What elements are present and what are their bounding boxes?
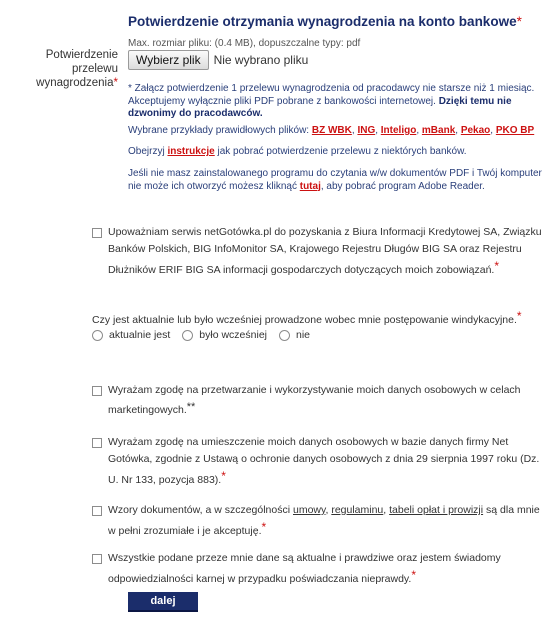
- consent-marketing-checkbox[interactable]: [92, 386, 102, 396]
- fees-table-link[interactable]: tabeli opłat i prowizji: [389, 504, 484, 516]
- field-label-line1: Potwierdzenie przelewu: [45, 49, 118, 75]
- choose-file-button[interactable]: Wybierz plik: [128, 50, 209, 70]
- file-input[interactable]: [128, 50, 308, 70]
- bank-link-bzwbk[interactable]: BZ WBK: [311, 125, 352, 136]
- info-paragraph-2: Wybrane przykłady prawidłowych plików: BZ WBK, ING, Inteligo, mBank, Pekao, PKO BP: [128, 125, 535, 136]
- collection-question-text: Czy jest aktualnie lub było wcześniej prowadzone wobec mnie postępowanie windykacyjne.: [92, 314, 517, 326]
- consent-bik-checkbox[interactable]: [92, 228, 102, 238]
- footnote-marker: **: [186, 401, 196, 413]
- consent-documents-row: [92, 504, 547, 540]
- radio-previously[interactable]: [182, 330, 193, 341]
- consent-truth-checkbox[interactable]: [92, 554, 102, 564]
- consent-database-checkbox[interactable]: [92, 438, 102, 448]
- consent-marketing-row: [92, 384, 547, 419]
- field-label-line2: wynagrodzenia: [36, 77, 114, 89]
- required-marker: *: [221, 469, 226, 483]
- consent-documents-label: [108, 502, 547, 540]
- info-text-1b: Dzięki temu nie dzwonimy do pracodawców.: [128, 95, 512, 119]
- file-status: Nie wybrano pliku: [213, 53, 309, 67]
- consent-bik-row: [92, 226, 547, 279]
- terms-link[interactable]: regulaminu: [331, 504, 384, 516]
- required-marker: *: [261, 520, 267, 534]
- required-marker: *: [516, 14, 522, 29]
- adobe-link[interactable]: tutaj: [299, 180, 321, 192]
- bank-link-inteligo[interactable]: Inteligo: [380, 125, 417, 136]
- section-title: [128, 14, 522, 29]
- collection-radio-group: [92, 329, 322, 341]
- section-title-text: Potwierdzenie otrzymania wynagrodzenia na konto bankowe: [128, 14, 517, 29]
- collection-question: [92, 309, 522, 326]
- info-paragraph-3: [128, 146, 548, 159]
- consent-documents-post: są dla mnie w pełni zrozumiałe i je akceptuję.: [108, 504, 540, 537]
- required-marker: *: [494, 259, 499, 273]
- required-marker: *: [411, 568, 416, 582]
- examples-label: Wybrane przykłady prawidłowych plików:: [128, 125, 310, 136]
- consent-marketing-label: [108, 382, 547, 419]
- required-marker: *: [516, 309, 522, 323]
- bank-link-pkobp[interactable]: PKO BP: [495, 125, 535, 136]
- sep: ,: [383, 504, 387, 516]
- instructions-link[interactable]: instrukcje: [167, 146, 215, 157]
- adobe-post: , aby pobrać program Adobe Reader.: [320, 180, 485, 192]
- adobe-pre: Jeśli nie masz zainstalowanego programu do czytania w/w dokumentów PDF i Twój komputer nie może ich otworzyć możesz kliknąć: [128, 168, 542, 192]
- bank-link-pekao[interactable]: Pekao: [460, 125, 491, 136]
- field-label: [0, 48, 118, 90]
- instructions-post: jak pobrać potwierdzenie przelewu z niektórych banków.: [217, 146, 467, 157]
- consent-database-text: Wyrażam zgodę na umieszczenie moich danych osobowych w bazie danych firmy Net Gotówka, zgodnie z Ustawą o ochronie danych osobowych z dnia 29 sierpnia 1997 roku (Dz. U. Nr 133, pozycja 883).: [108, 436, 540, 486]
- consent-database-row: [92, 436, 547, 489]
- consent-bik-text: Upoważniam serwis netGotówka.pl do pozyskania z Biura Informacji Kredytowej SA, Związku Banków Polskich, BIG InfoMonitor SA, Krajowego Rejestru Długów BIG SA oraz Rejestru Dłużników ERIF BIG SA informacji gospodarczych dotyczących moich zobowiązań.: [108, 226, 542, 276]
- consent-truth-label: [108, 550, 547, 588]
- sep: ,: [325, 504, 329, 516]
- next-button[interactable]: dalej: [128, 592, 198, 612]
- radio-no-label: nie: [296, 329, 311, 341]
- file-hint: Max. rozmiar pliku: (0.4 MB), dopuszczalne typy: pdf: [128, 38, 361, 49]
- consent-truth-text: Wszystkie podane przeze mnie dane są aktualne i prawdziwe oraz jestem świadomy odpowiedzialności karnej w przypadku poświadczania nieprawdy.: [108, 552, 501, 585]
- contract-link[interactable]: umowy: [293, 504, 326, 516]
- radio-currently[interactable]: [92, 330, 103, 341]
- radio-currently-label: aktualnie jest: [109, 329, 171, 341]
- bank-link-ing[interactable]: ING: [357, 125, 376, 136]
- info-text-1a: * Załącz potwierdzenie 1 przelewu wynagrodzenia od pracodawcy nie starsze niż 1 miesiąc. Akceptujemy wyłącznie pliki PDF pobrane z bankowości internetowej.: [128, 83, 535, 107]
- consent-documents-pre: Wzory dokumentów, a w szczególności: [108, 504, 291, 516]
- bank-link-mbank[interactable]: mBank: [421, 125, 456, 136]
- consent-documents-checkbox[interactable]: [92, 506, 102, 516]
- radio-no[interactable]: [279, 330, 290, 341]
- info-paragraph-4: [128, 168, 548, 193]
- instructions-pre: Obejrzyj: [128, 146, 165, 157]
- consent-bik-label: [108, 224, 547, 279]
- consent-database-label: [108, 434, 547, 489]
- consent-truth-row: [92, 552, 547, 588]
- radio-previously-label: było wcześniej: [199, 329, 267, 341]
- consent-marketing-text: Wyrażam zgodę na przetwarzanie i wykorzystywanie moich danych osobowych w celach marketingowych.: [108, 384, 521, 416]
- info-paragraph-1: [128, 83, 548, 121]
- required-marker: *: [113, 77, 118, 89]
